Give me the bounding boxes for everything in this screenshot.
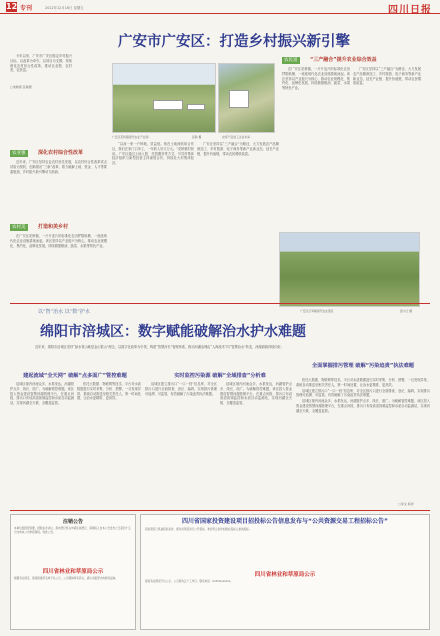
story2-subhead-2: 实时监控污染源 破解“全域排查”分析难 — [174, 373, 266, 379]
story1-body-c: “以前一家一户种地，效益低。现在土地流转给合作社，我们在家门口务工，一年收入好几万元。”花桥镇村民说。广安区通过土地入股、托管服务等方式，引导村集体经济组织与新型经营主体深度合作，持续壮大村集体经济。 — [112, 142, 194, 166]
ad-text: 根据有关规定，现将拟推荐名单予以公示，公示期间如有异议，请以书面形式向我局反映。 — [14, 577, 118, 580]
tag-agri-strong-title: 深化农村综合性改革 — [38, 150, 84, 156]
orchard-photo — [279, 232, 420, 307]
page-number: 12 — [6, 2, 18, 11]
tag-farmer-rich: 农民富 — [284, 58, 298, 63]
tag-village-beauty-title: 打造和美乡村 — [38, 224, 69, 230]
story2-subhead-3: 全面掌握排污管理 破解“污染追责”执法难题 — [312, 363, 414, 369]
ad-title: 四川省林业和草原局公示 — [254, 572, 316, 578]
ad-title: 四川省国家投资建设项目招投标公告信息发布与“公共资源交易工程招标公告” — [182, 518, 388, 525]
tag-village-beauty: 农村美 — [12, 225, 26, 230]
story1-body-f: 广安区坚持以“三产融合”为路径，大力发展农产品精深加工、乡村旅游、电子商务等新产业新业态，延长产业链、提升价值链，带动农民增收致富。 — [353, 67, 421, 86]
story2-body-e: 依托大数据、物联网等技术，平台对水质数据进行实时采集、分析、预警，一旦发现异常，系统自动推送至相关责任人，第一时间处置，让治水更精准、更高效。 涪城区建立排污口“一口一档”信息库，对全区排污口进行全面排查、登记、编码，实现排污管理可追溯、可监管，有效破解了污染追责执法难题。 涪城区境内河流众多，水系发达，河湖管护点多、线长、面广。为破解管控难题，该区投入资金建设智慧河湖管理平台，在重点河段、排污口布设高清视频监控和水质自动监测站，实现河湖全天候、全覆盖监管。 — [296, 378, 430, 413]
issue-date: 2022年12月16日 星期五 — [45, 5, 84, 10]
story2-body-d: 涪城区境内河流众多，水系发达，河湖管护点多、线长、面广。为破解管控难题，该区投入资金建设智慧河湖管理平台，在重点河段、排污口布设高清视频监控和水质自动监测站，实现河湖全天候、全覆盖监管。 — [220, 382, 292, 406]
photo3-caption: 广安区石笋镇现代农业园区 — [300, 309, 334, 313]
ad-text: 现将有关情况予以公示，公示期为五个工作日。联系电话：028-8xxxxxxx。 — [145, 580, 233, 583]
story1-body-d: 广安区坚持以“三产融合”为路径，大力发展农产品精深加工、乡村旅游、电子商务等新产业新业态，延长产业链、提升价值链，带动农民增收致富。 — [197, 142, 279, 156]
ad-tender-notice — [140, 514, 430, 630]
ad-title: 注销公告 — [62, 519, 83, 525]
photo1-credit: 张敏 摄 — [192, 135, 202, 139]
story1-intro: 今年以来，广安市广安区锚定乡村振兴目标，以改革为牵引，以项目为支撑，持续深化农村综合性改革，推动农业强、农村美、农民富。 — [10, 54, 72, 73]
story1-body-e: 在广安区花桥镇，一片片连片的标准化农田阡陌纵横，一座座现代化农业设施拔地而起。该区坚持以产业振兴为核心，推动农业规模化、集约化、品牌化发展，持续做强粮油、蔬菜、水果等特色产业。 — [282, 67, 350, 91]
story2-headline: 绵阳市涪城区：数字赋能破解治水护水难题 — [40, 324, 306, 340]
photo3-credit: 廖小红 摄 — [400, 309, 413, 313]
ad-text: 招标项目已具备招标条件，现对该项目进行公开招标，欢迎符合条件的潜在投标人参加投标。 — [145, 528, 252, 531]
story2-kicker: 以“智”治水 以“数”护水 — [38, 309, 90, 315]
story1-body-b: 在广安区花桥镇，一片片连片的标准化农田阡陌纵横，一座座现代化农业设施拔地而起。该区坚持以产业振兴为核心，推动农业规模化、集约化、品牌化发展，持续做强粮油、蔬菜、水果等特色产业。 — [10, 234, 107, 248]
story1-author: □刘晓燕 张敏捷 — [10, 85, 32, 89]
ad-text: 本单位因经营需要，经股东会决议，拟向登记机关申请注销登记，请债权人自本公告发布之日起四十五日内向本公司申报债权。特此公告。 — [14, 527, 131, 534]
story2-body-a: 涪城区境内河流众多，水系发达，河湖管护点多、线长、面广。为破解管控难题，该区投入资金建设智慧河湖管理平台，在重点河段、排污口布设高清视频监控和水质自动监测站，实现河湖全天候、全覆盖监管。 — [10, 382, 74, 406]
story2-body-b: 依托大数据、物联网等技术，平台对水质数据进行实时采集、分析、预警，一旦发现异常，系统自动推送至相关责任人，第一时间处置，让治水更精准、更高效。 — [77, 382, 141, 401]
story2-subhead-1: 建起流域“全天网” 破解“点多面广”管控难题 — [23, 373, 127, 379]
masthead-brand: 四川日报 — [388, 5, 432, 16]
story1-body-a: 近年来，广安区坚持农业农村优先发展，以农村综合性改革试点试验为契机，创新推出“三新”改革，着力破解土地、资金、人才等要素瓶颈，乡村振兴新引擎动力澎湃。 — [10, 160, 107, 174]
ads-divider — [10, 510, 430, 511]
story2-author: □李文 杨洋 — [398, 502, 414, 506]
story2-intro: 近年来，绵阳市涪城区坚持“绿水青山就是金山银山”理念，以数字化改革为引领，构建“智慧河长”管理体系，推动河湖治理由“人海战术”向“智慧治水”转变，河湖面貌持续向好。 — [35, 345, 284, 349]
tag-farmer-rich-title: “三产融合”提升农业综合效益 — [310, 57, 377, 63]
factory-photo — [218, 63, 275, 133]
farm-photo — [112, 63, 216, 133]
story1-headline: 广安市广安区：打造乡村振兴新引擎 — [118, 34, 350, 50]
photo1-caption: 广安区花桥镇现代农业产业园 — [112, 135, 149, 139]
photo2-caption: 农特产品加工企业车间 — [222, 135, 250, 139]
section-label: 专刊 — [20, 5, 33, 12]
ad-title: 四川省林业和草原局公示 — [42, 569, 104, 575]
section-divider — [10, 303, 430, 304]
ad-notice-1 — [10, 514, 136, 630]
tag-agri-strong: 农业强 — [12, 151, 26, 156]
story2-body-c: 涪城区建立排污口“一口一档”信息库，对全区排污口进行全面排查、登记、编码，实现排污管理可追溯、可监管，有效破解了污染追责执法难题。 — [145, 382, 217, 396]
